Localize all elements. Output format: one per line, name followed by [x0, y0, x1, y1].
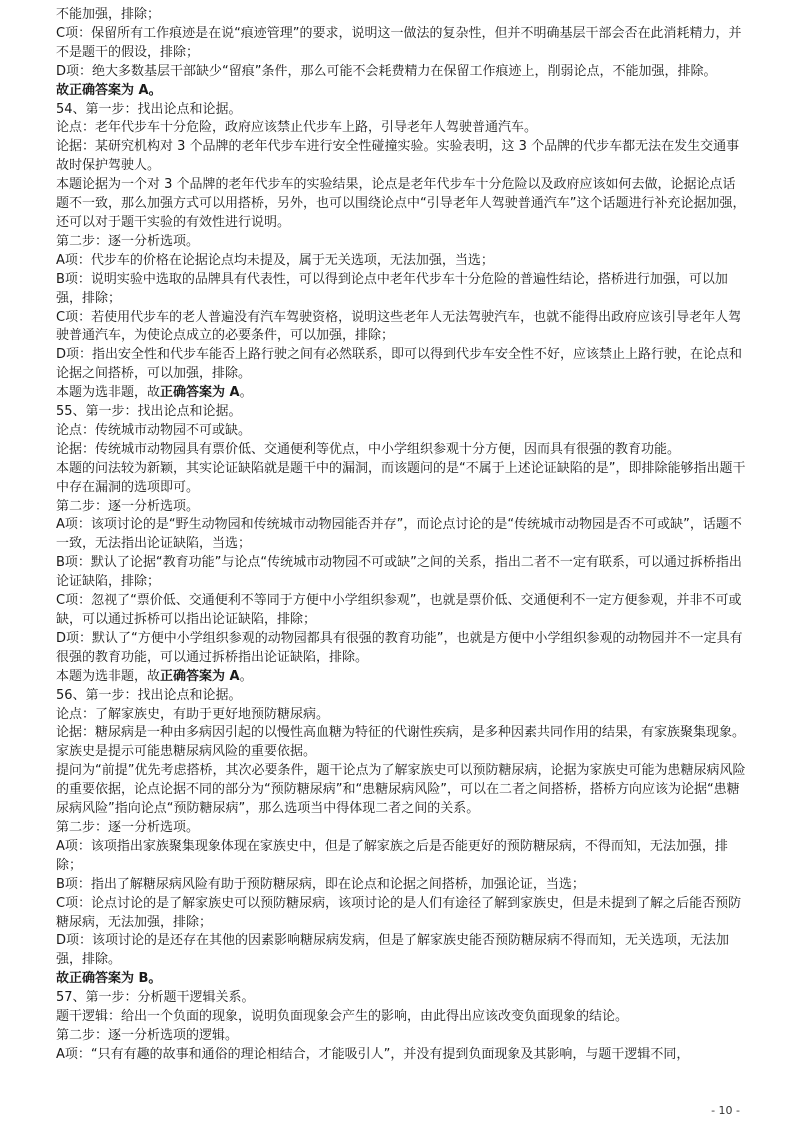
text-line: D项：默认了“方便中小学组织参观的动物园都具有很强的教育功能”，也就是方便中小学组织参观的动物园并不一定具有很强的教育功能，可以通过拆桥指出论证缺陷，排除。 — [56, 630, 743, 665]
text-line: 56、第一步：找出论点和论据。 — [56, 687, 242, 703]
text-line: 不能加强，排除； — [56, 7, 161, 22]
text-line: D项：绝大多数基层干部缺少“留痕”条件，那么可能不会耗费精力在保留工作痕迹上，削弱论点，不能加强，排除。 — [56, 63, 717, 79]
text-line: 论点：了解家族史，有助于更好地预防糖尿病。 — [56, 706, 330, 722]
text-line: C项：忽视了“票价低、交通便利不等同于方便中小学组织参观”，也就是票价低、交通便利不一定方便参观，并非不可或缺，可以通过拆桥可以指出论证缺陷，排除； — [56, 593, 742, 627]
text-line: 第二步：逐一分析选项。 — [56, 819, 200, 835]
text-line: 论点：老年代步车十分危险，政府应该禁止代步车上路，引导老年人驾驶普通汽车。 — [56, 120, 538, 136]
text-line: B项：指出了解糖尿病风险有助于预防糖尿病，即在论点和论据之间搭桥，加强论证，当选； — [56, 876, 585, 892]
text-line: 论据：传统城市动物园具有票价低、交通便利等优点，中小学组织参观十分方便，因而具有很强的教育功能。 — [56, 441, 681, 457]
text-line: 第二步：逐一分析选项。 — [56, 498, 200, 514]
text-line: A项：该项讨论的是“野生动物园和传统城市动物园能否并存”，而论点讨论的是“传统城市动物园是否不可或缺”，话题不一致，无法指出论证缺陷，当选； — [56, 517, 742, 552]
text-line: 提问为“前提”优先考虑搭桥，其次必要条件，题干论点为了解家族史可以预防糖尿病，论据为家族史可能为患糖尿病风险的重要依据，论点论据不同的部分为“预防糖尿病”和“患糖尿病风险”，可以在二者之间搭桥，搭桥方向应该为论据“患糖尿病风险”指向论点“预防糖尿病”，那么选项当中得体现二者之间的关系。 — [56, 763, 746, 817]
text-line: 第二步：逐一分析选项的逻辑。 — [56, 1027, 239, 1043]
text-line: 本题论据为一个对 3 个品牌的老年代步车的实验结果，论点是老年代步车十分危险以及政府应该如何去做，论据论点话题不一致，那么加强方式可以用搭桥，另外，也可以围绕论点中“引导老年人驾驶普通汽车”这个话题进行补充论据加强，还可以对于题干实验的有效性进行说明。 — [56, 177, 746, 230]
page-number: - 10 - — [711, 1104, 740, 1117]
text-line: A项：代步车的价格在论据论点均未提及，属于无关选项，无法加强，当选； — [56, 252, 494, 268]
text-line: 本题为选非题，故正确答案为 A。 — [56, 668, 253, 684]
text-line: 故正确答案为 A。 — [56, 82, 162, 98]
text-line: 论据：某研究机构对 3 个品牌的老年代步车进行安全性碰撞实验。实验表明，这 3 个品牌的代步车都无法在发生交通事故时保护驾驶人。 — [56, 139, 740, 174]
text-line: 第二步：逐一分析选项。 — [56, 233, 200, 249]
text-line: C项：保留所有工作痕迹是在说“痕迹管理”的要求，说明这一做法的复杂性，但并不明确基层干部会否在此消耗精力，并不是题干的假设，排除； — [56, 25, 742, 60]
text-line: C项：论点讨论的是了解家族史可以预防糖尿病，该项讨论的是人们有途径了解到家族史，但是未提到了解之后能否预防糖尿病，无法加强，排除； — [56, 895, 742, 930]
text-line: 论据：糖尿病是一种由多病因引起的以慢性高血糖为特征的代谢性疾病，是多种因素共同作用的结果，有家族聚集现象。家族史是提示可能患糖尿病风险的重要依据。 — [56, 725, 746, 760]
text-line: B项：说明实验中选取的品牌具有代表性，可以得到论点中老年代步车十分危险的普遍性结论，搭桥进行加强，可以加强，排除； — [56, 271, 728, 306]
text-line: D项：该项讨论的是还存在其他的因素影响糖尿病发病，但是了解家族史能否预防糖尿病不得而知，无关选项，无法加强，排除。 — [56, 933, 730, 968]
document-body — [56, 6, 746, 1065]
text-line: C项：若使用代步车的老人普遍没有汽车驾驶资格，说明这些老年人无法驾驶汽车，也就不能得出政府应该引导老年人驾驶普通汽车，为使论点成立的必要条件，可以加强，排除； — [56, 309, 742, 344]
text-line: 故正确答案为 B。 — [56, 971, 162, 987]
text-line: 题干逻辑：给出一个负面的现象，说明负面现象会产生的影响，由此得出应该改变负面现象的结论。 — [56, 1009, 629, 1025]
text-line: 57、第一步：分析题干逻辑关系。 — [56, 990, 255, 1006]
text-line: 55、第一步：找出论点和论据。 — [56, 404, 242, 420]
text-line: A项：该项指出家族聚集现象体现在家族史中，但是了解家族之后是否能更好的预防糖尿病，不得而知，无法加强，排除； — [56, 838, 728, 873]
text-line: A项：“只有有趣的故事和通俗的理论相结合，才能吸引人”，并没有提到负面现象及其影响，与题干逻辑不同， — [56, 1046, 690, 1062]
text-line: D项：指出安全性和代步车能否上路行驶之间有必然联系，即可以得到代步车安全性不好，应该禁止上路行驶，在论点和论据之间搭桥，可以加强，排除。 — [56, 347, 743, 382]
text-line: B项：默认了论据“教育功能”与论点“传统城市动物园不可或缺”之间的关系，指出二者不一定有联系，可以通过拆桥指出论证缺陷，排除； — [56, 555, 742, 590]
text-line: 54、第一步：找出论点和论据。 — [56, 101, 242, 117]
text-line: 本题为选非题，故正确答案为 A。 — [56, 385, 253, 401]
text-line: 本题的问法较为新颖，其实论证缺陷就是题干中的漏洞，而该题问的是“不属于上述论证缺陷的是”，即排除能够指出题干中存在漏洞的选项即可。 — [56, 460, 746, 495]
text-line: 论点：传统城市动物园不可或缺。 — [56, 422, 252, 438]
